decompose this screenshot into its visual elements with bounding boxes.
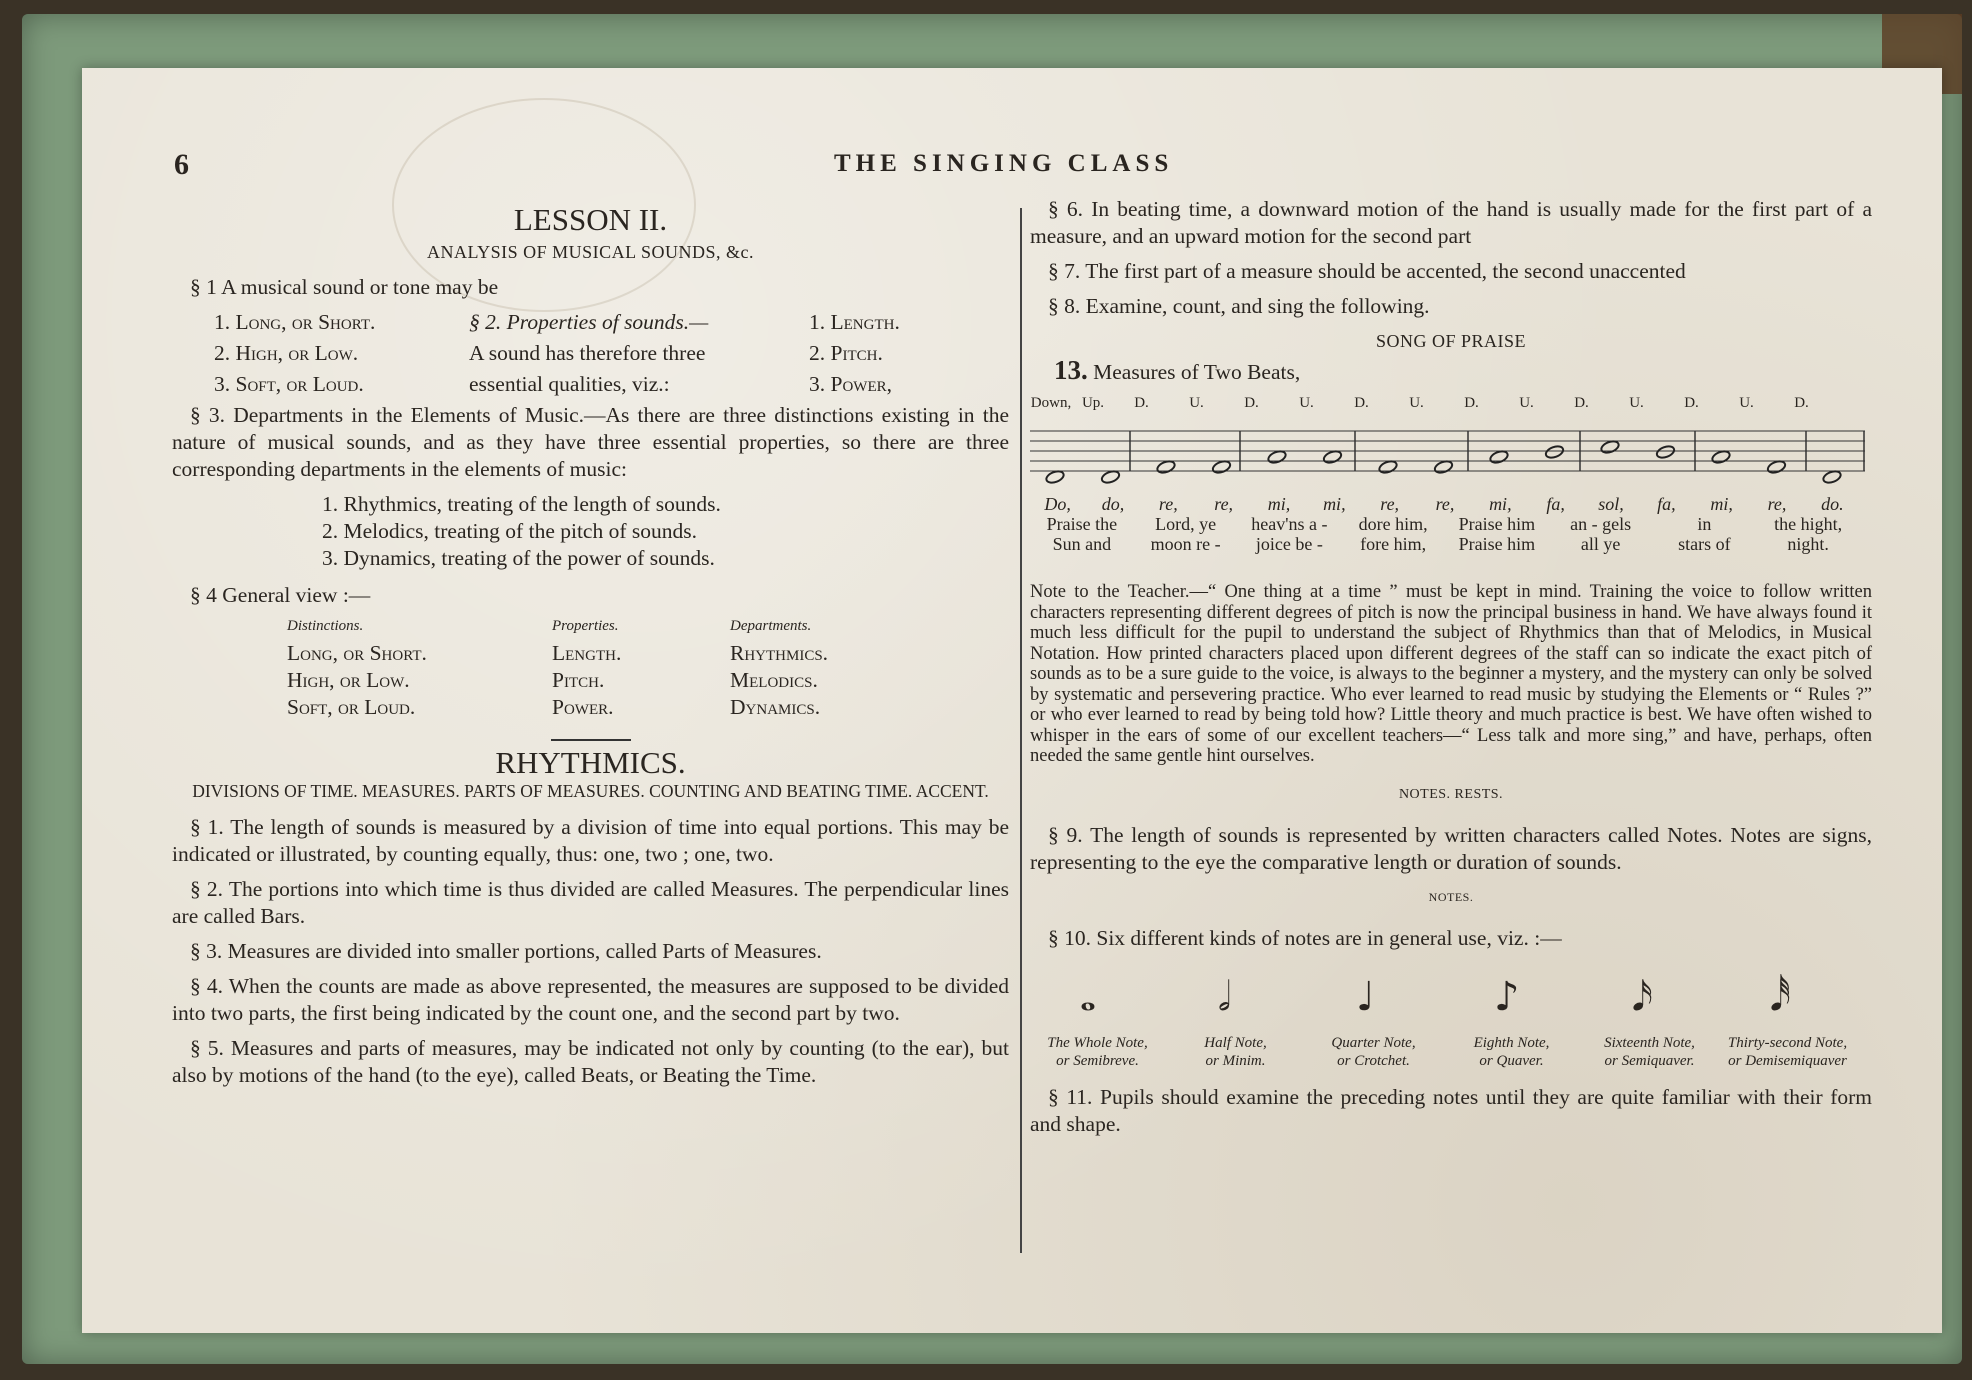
note-caption (1582, 1034, 1717, 1070)
note-kinds-row (1030, 964, 1872, 1084)
right-column (1030, 196, 1872, 1146)
rhythmics-title: RHYTHMICS. (495, 745, 686, 780)
cell: 1. Length. (809, 310, 900, 334)
general-view-table (172, 613, 1009, 721)
rhythmics-para: § 4. When the counts are made as above represented, the measures are supposed to be divided into two parts, the first being indicated by the count one, and the second part by two. (172, 974, 1009, 1025)
section-4: § 4 General view :— (190, 583, 371, 607)
note-alt-name: or Demisemiquaver (1728, 1052, 1847, 1069)
departments-list (322, 491, 1009, 572)
lyric-word: the hight, (1774, 514, 1843, 534)
note-name: Quarter Note, (1331, 1034, 1416, 1051)
syllable: fa, (1657, 494, 1676, 514)
lyric-word: all ye (1580, 534, 1621, 554)
rhythmics-para: § 5. Measures and parts of measures, may be indicated not only by counting (to the ear), but also by motions of the hand (to the eye), called Beats, or Beating the Time. (172, 1036, 1009, 1087)
general-view-row (287, 667, 1009, 694)
syllable: mi, (1323, 494, 1346, 514)
col-header: Distinctions. (287, 618, 364, 634)
section-6: § 6. In beating time, a downward motion of the hand is usually made for the first part of a measure, and an upward motion for the second part (1030, 197, 1872, 248)
syllable: mi, (1710, 494, 1733, 514)
note-caption (1030, 1034, 1165, 1070)
whole-note (1822, 469, 1842, 485)
lyric-word: heav'ns a - (1251, 514, 1328, 534)
lesson-title: LESSON II. (513, 202, 668, 237)
section-1: § 1 A musical sound or tone may be (190, 275, 499, 299)
note-name: Thirty-second Note, (1727, 1034, 1848, 1051)
whole-note (1100, 469, 1120, 485)
col-header: Properties. (552, 618, 619, 634)
beat-label: U. (1409, 395, 1424, 411)
exercise-number: 13. (1054, 355, 1088, 385)
left-column (172, 200, 1009, 1097)
lyric-word: Praise him (1458, 514, 1536, 534)
properties-table (172, 309, 1009, 398)
whole-note (1711, 449, 1731, 465)
whole-note (1156, 459, 1176, 475)
whole-note (1322, 449, 1342, 465)
col-header: Departments. (730, 618, 812, 634)
cell: Length. (552, 641, 622, 665)
section-9: § 9. The length of sounds is represented by written characters called Notes. Notes are signs, representing to the eye the comparative length or duration of sounds. (1030, 822, 1872, 874)
cell: High, or Low. (287, 668, 410, 692)
lyric-word: dore him, (1358, 514, 1428, 534)
rhythmics-para: § 1. The length of sounds is measured by a division of time into equal portions. This may be indicated or illustrated, by counting equally, thus: one, two ; one, two. (172, 815, 1009, 866)
syllable: re, (1214, 494, 1234, 514)
lyric-word: moon re - (1150, 534, 1221, 554)
lyric-word: Praise the (1046, 514, 1118, 534)
lyrics-verse-2 (1030, 534, 1860, 554)
note-name: Eighth Note, (1473, 1034, 1550, 1051)
cell: Soft, or Loud. (287, 695, 416, 719)
whole-note (1600, 439, 1620, 455)
beat-labels (1030, 390, 1872, 417)
music-staff (1030, 419, 1865, 487)
beat-label: U. (1519, 395, 1534, 411)
cell: Pitch. (552, 668, 605, 692)
lyric-word: an - gels (1570, 514, 1632, 534)
lyric-word: in (1697, 514, 1712, 534)
lyric-word: fore him, (1360, 534, 1427, 554)
cell: Melodics. (730, 668, 818, 692)
cell: 1. Long, or Short. (214, 310, 376, 334)
lyric-word: joice be - (1255, 534, 1323, 554)
cell: Power. (552, 695, 614, 719)
beat-label: U. (1299, 395, 1314, 411)
note-alt-name: or Crotchet. (1337, 1052, 1410, 1069)
lesson-subtitle: ANALYSIS OF MUSICAL SOUNDS, &c. (426, 242, 755, 262)
beat-label: D. (1684, 395, 1699, 411)
section-11: § 11. Pupils should examine the preceding notes until they are quite familiar with their form and shape. (1030, 1084, 1872, 1136)
lyrics-verse-1 (1030, 514, 1860, 534)
column-divider (1020, 208, 1022, 1253)
note-caption (1444, 1034, 1579, 1070)
beat-label: U. (1189, 395, 1204, 411)
notes-rests-heading: NOTES. RESTS. (1398, 786, 1504, 802)
syllable: mi, (1489, 494, 1512, 514)
section-7: § 7. The first part of a measure should be accented, the second unaccented (1048, 259, 1686, 283)
note-name: Sixteenth Note, (1604, 1034, 1695, 1051)
note-symbol-icon: ♩ (1356, 973, 1375, 1020)
cell: 3. Soft, or Loud. (214, 372, 364, 396)
cell: 2. Pitch. (809, 341, 883, 365)
properties-row (214, 371, 1009, 398)
cell: 2. High, or Low. (214, 341, 359, 365)
properties-row (214, 309, 1009, 336)
note-symbol-icon: 𝅝 (1080, 973, 1096, 1020)
rhythmics-para: § 2. The portions into which time is thus divided are called Measures. The perpendicular lines are called Bars. (172, 877, 1009, 928)
syllable: re, (1380, 494, 1400, 514)
beat-label: U. (1739, 395, 1754, 411)
page-number: 6 (174, 148, 189, 181)
note-symbol-icon: 𝅗𝅥 (1218, 973, 1231, 1020)
notes-heading: NOTES. (1428, 889, 1474, 904)
cell: A sound has therefore three (469, 341, 706, 365)
whole-note (1766, 459, 1786, 475)
lyric-word: stars of (1678, 534, 1731, 554)
section-10: § 10. Six different kinds of notes are in general use, viz. :— (1048, 925, 1562, 950)
syllable: do. (1821, 494, 1844, 514)
whole-note (1378, 459, 1398, 475)
note-alt-name: or Semiquaver. (1604, 1052, 1695, 1069)
note-caption (1306, 1034, 1441, 1070)
whole-note (1655, 444, 1675, 460)
section-8: § 8. Examine, count, and sing the following. (1048, 294, 1430, 318)
note-name: The Whole Note, (1047, 1034, 1148, 1051)
beat-label: D. (1244, 395, 1259, 411)
cell: § 2. Properties of sounds.— (469, 310, 709, 334)
solfege-syllables (1030, 494, 1860, 514)
note-alt-name: or Minim. (1205, 1052, 1266, 1069)
note-symbol-icon: 𝅘𝅥𝅰 (1770, 973, 1791, 1020)
whole-note (1211, 459, 1231, 475)
note-symbol-icon: ♪ (1494, 973, 1520, 1020)
note-alt-name: or Quaver. (1479, 1052, 1544, 1069)
note-caption (1720, 1034, 1855, 1070)
book-page (82, 68, 1942, 1333)
syllable: Do, (1044, 494, 1071, 514)
beat-label: D. (1134, 395, 1149, 411)
note-name: Half Note, (1204, 1034, 1267, 1051)
beat-label: U. (1629, 395, 1644, 411)
lyric-word: Praise him (1458, 534, 1536, 554)
properties-row (214, 340, 1009, 367)
general-view-header (287, 613, 1009, 640)
general-view-row (287, 640, 1009, 667)
song-title: SONG OF PRAISE (1375, 331, 1527, 351)
lyric-word: Lord, ye (1155, 514, 1217, 534)
beat-label: D. (1574, 395, 1589, 411)
cell: 3. Power, (809, 372, 892, 396)
department-item: 2. Melodics, treating of the pitch of sounds. (322, 519, 697, 543)
syllable: sol, (1598, 494, 1624, 514)
beat-label: D. (1464, 395, 1479, 411)
cell: Rhythmics. (730, 641, 829, 665)
exercise-heading (1054, 357, 1872, 386)
cell: Long, or Short. (287, 641, 427, 665)
whole-note (1433, 459, 1453, 475)
syllable: fa, (1546, 494, 1565, 514)
section-rule (551, 739, 631, 741)
running-title: THE SINGING CLASS (834, 150, 1174, 177)
exercise-title: Measures of Two Beats, (1093, 360, 1301, 384)
cell: Dynamics. (730, 695, 821, 719)
beat-label: D. (1354, 395, 1369, 411)
note-caption (1168, 1034, 1303, 1070)
syllable: re, (1158, 494, 1178, 514)
whole-note (1267, 449, 1287, 465)
lyric-word: night. (1787, 534, 1829, 554)
syllable: mi, (1267, 494, 1291, 514)
department-item: 3. Dynamics, treating of the power of sounds. (322, 546, 715, 570)
cell: essential qualities, viz.: (469, 372, 670, 396)
department-item: 1. Rhythmics, treating of the length of sounds. (322, 492, 721, 516)
beat-label: D. (1794, 395, 1809, 411)
divisions-subtitle: DIVISIONS OF TIME. MEASURES. PARTS OF MEASURES. COUNTING AND BEATING TIME. ACCENT. (192, 781, 989, 801)
syllable: re, (1767, 494, 1787, 514)
whole-note (1544, 444, 1564, 460)
beat-label: Up. (1081, 395, 1105, 411)
whole-note (1045, 469, 1065, 485)
lyric-word: Sun and (1052, 534, 1112, 554)
whole-note (1489, 449, 1509, 465)
syllable: do, (1101, 494, 1125, 514)
note-symbol-icon: 𝅘𝅥𝅯 (1632, 973, 1653, 1020)
section-3: § 3. Departments in the Elements of Music.—As there are three distinctions existing in the nature of musical sounds, and as they have three essential properties, so there are three corresponding departments in the elements of music: (172, 403, 1009, 481)
general-view-row (287, 694, 1009, 721)
beat-label: Down, (1030, 395, 1072, 411)
note-alt-name: or Semibreve. (1056, 1052, 1139, 1069)
syllable: re, (1435, 494, 1455, 514)
rhythmics-para: § 3. Measures are divided into smaller portions, called Parts of Measures. (190, 939, 822, 963)
note-to-teacher: Note to the Teacher.—“ One thing at a time ” must be kept in mind. Training the voice to follow written characters representing different degrees of pitch is now the principal business in hand. We have always found it much less difficult for the pupil to understand the subject of Rhythmics than that of Melodics, in Musical Notation. How printed characters placed upon different degrees of the staff can so indicate the exact pitch of sounds as to be a sure guide to the voice, is always to the beginner a mystery, and the mystery can only be solved by systematic and persevering practice. Who ever learned to read music by studying the Elements or “ Rules ?” or who ever learned to read by being told how? Little theory and much practice is best. We have often wished to whisper in the ears of some of our excellent teachers—“ Less talk and more sing,” and have, perhaps, often needed the same gentle hint ourselves. (1030, 582, 1872, 766)
